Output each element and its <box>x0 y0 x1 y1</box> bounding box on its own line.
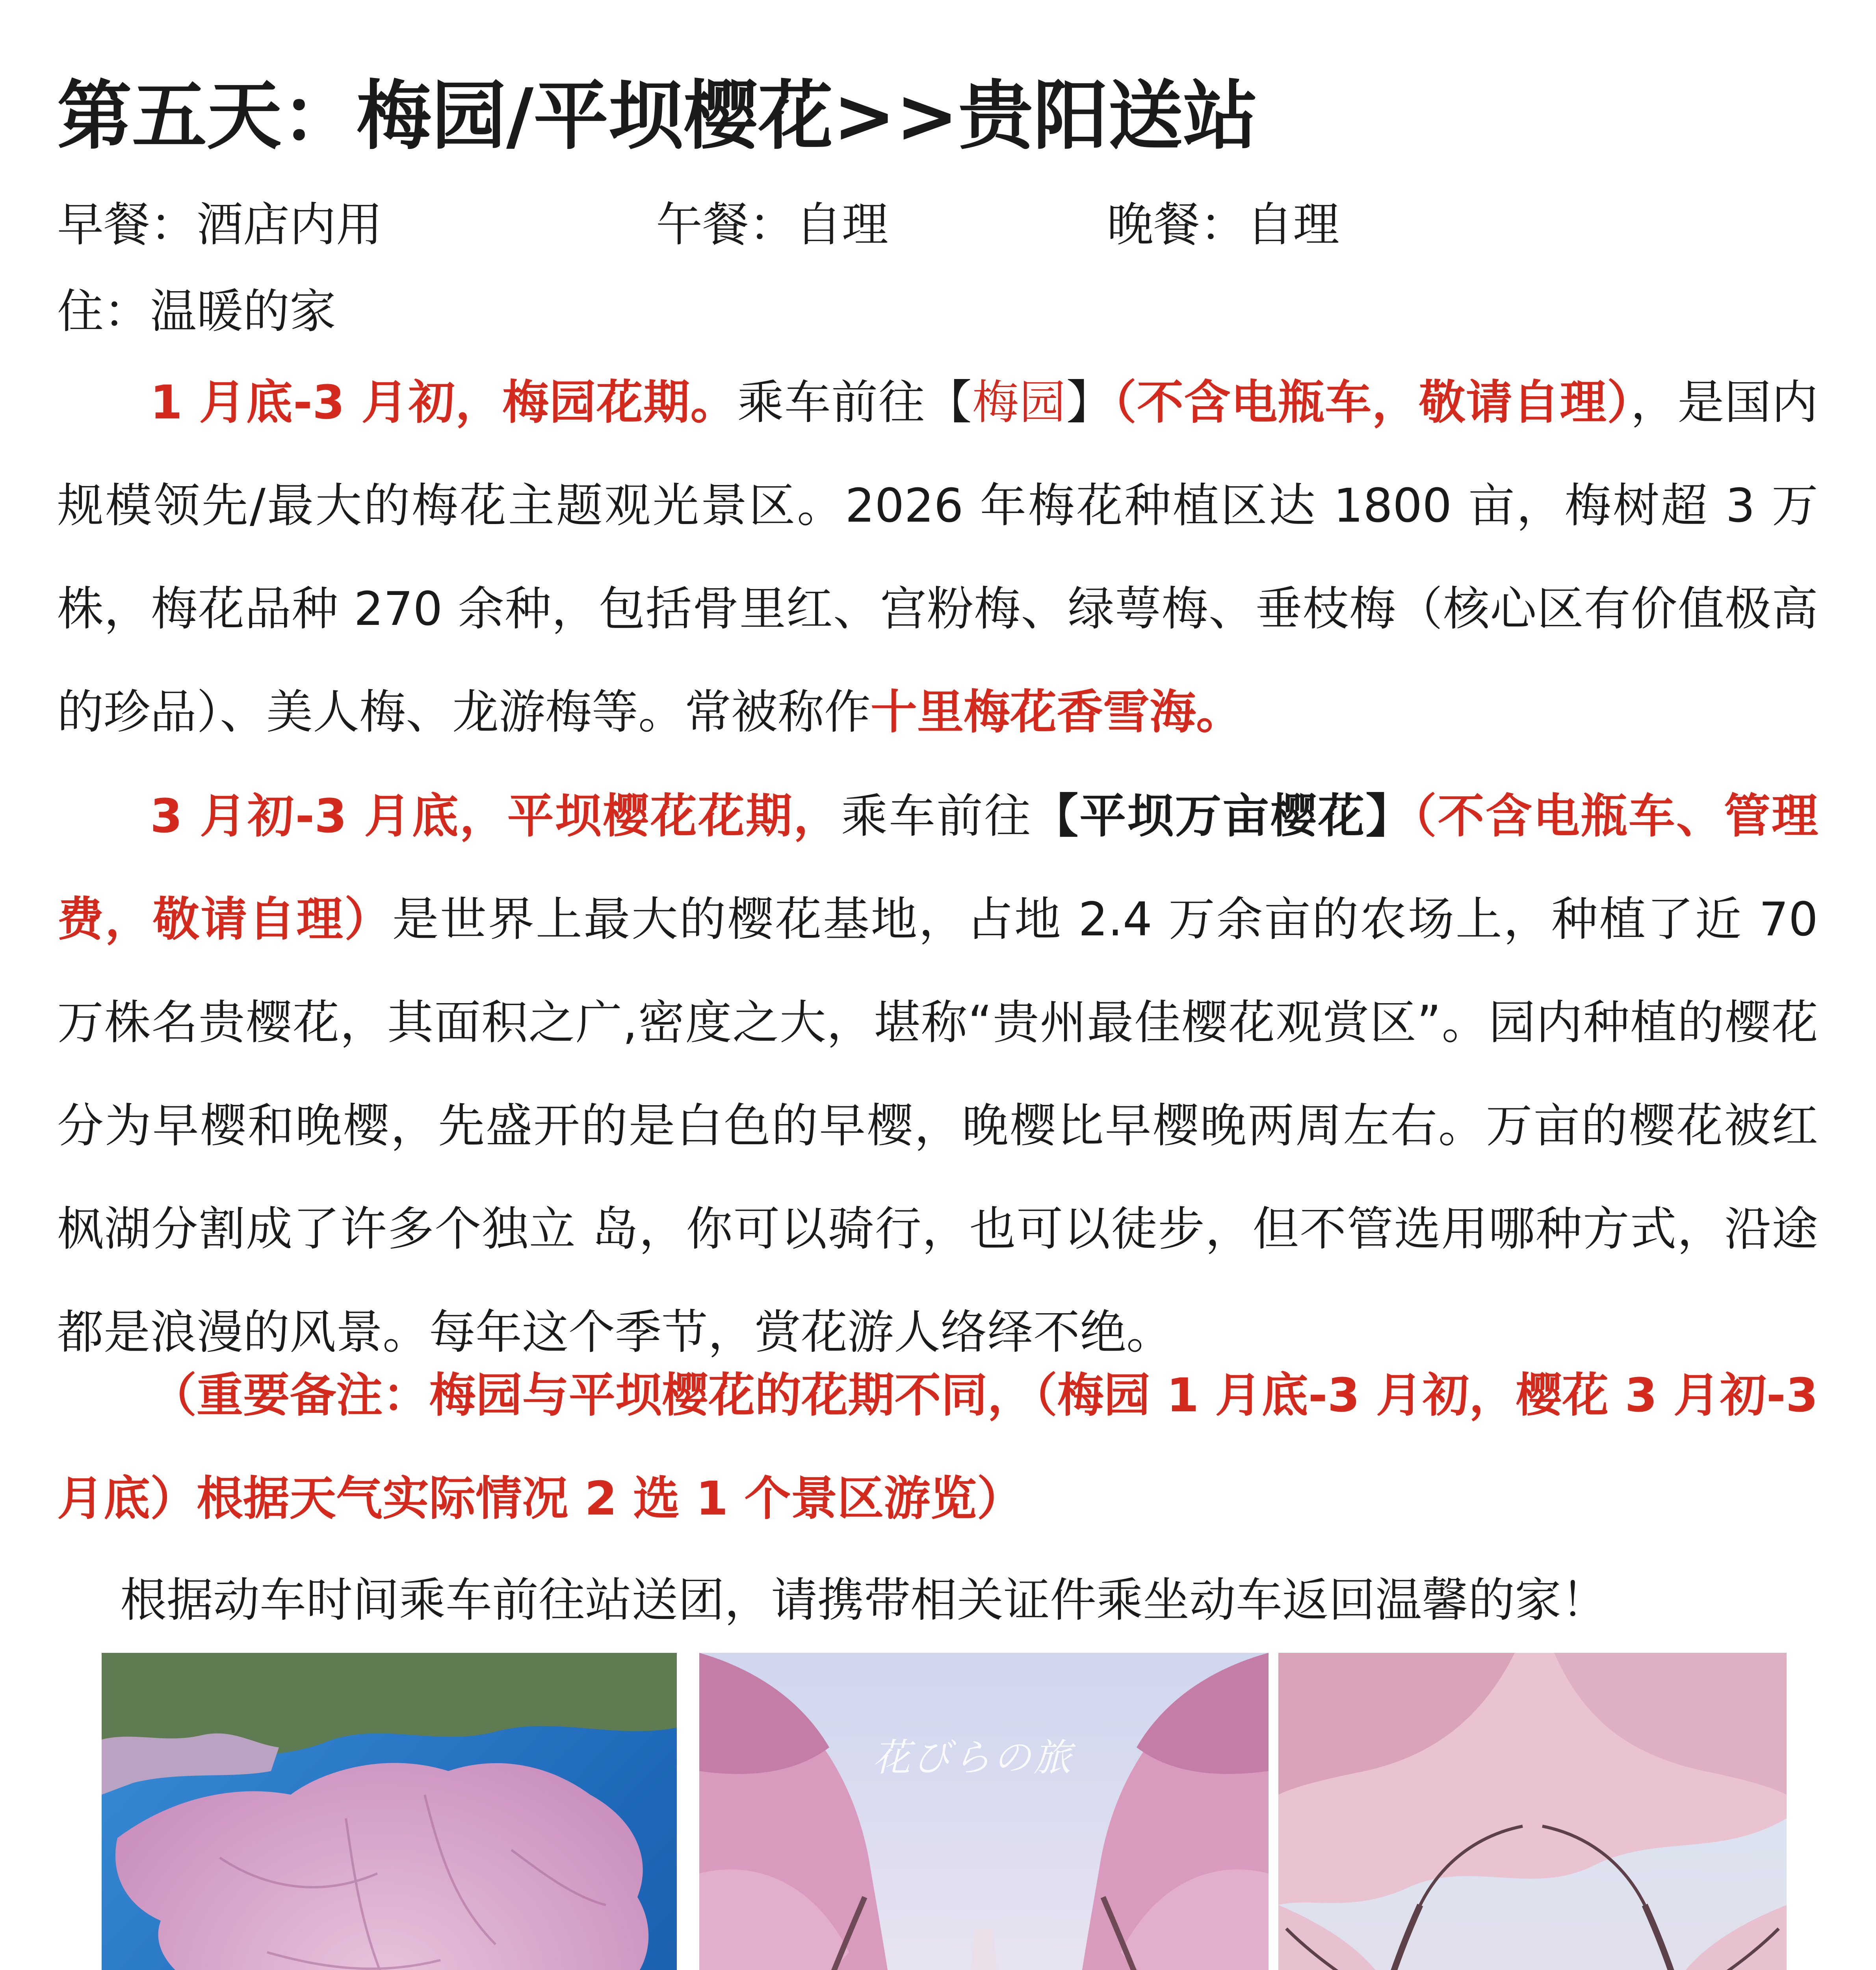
dinner-label: 晚餐：自理 <box>1107 197 1340 252</box>
plum-highlight: 十里梅花香雪海。 <box>871 685 1243 739</box>
day-title: 第五天：梅园/平坝樱花>>贵阳送站 <box>57 72 1258 160</box>
plum-text-1: 乘车前往【 <box>737 375 972 429</box>
important-note-text: （重要备注：梅园与平坝樱花的花期不同，（梅园 1 月底-3 月初，樱花 3 月初-3 月底）根据天气实际情况 2 选 1 个景区游览） <box>57 1368 1818 1526</box>
cherry-avenue-photo <box>699 1653 1269 1970</box>
plum-garden-name: 梅园 <box>972 375 1066 429</box>
lunch-label: 午餐：自理 <box>656 197 889 252</box>
aerial-island-photo <box>102 1653 677 1970</box>
photo-overlay-text: 花びらの旅 <box>873 1736 1074 1780</box>
plum-text-2: 】 <box>1066 375 1113 429</box>
cherry-fee-note: （不含电瓶车、管理费，敬请自理） <box>57 789 1818 946</box>
plum-garden-paragraph <box>57 351 1818 764</box>
plum-fee-note: （不含电瓶车，敬请自理） <box>1113 375 1631 429</box>
cherry-text-2: 是世界上最大的樱花基地，占地 2.4 万余亩的农场上，种植了近 70 万株名贵樱花，其面积之广,密度之大，堪称“贵州最佳樱花观赏区”。园内种植的樱花分为早樱和晚樱，先盛开的是白色的早樱，晚樱比早樱晚两周左右。万亩的樱花被红枫湖分割成了许多个独立 岛，你可以骑行，也可以徒步，但不管选用哪种方式，沿途都是浪漫的风景。每年这个季节，赏花游人络绎不绝。 <box>57 892 1818 1359</box>
accommodation-label: 住：温暖的家 <box>57 284 336 338</box>
send-off-paragraph <box>57 1548 1818 1652</box>
important-note <box>57 1344 1818 1550</box>
send-off-text: 根据动车时间乘车前往站送团，请携带相关证件乘坐动车返回温馨的家！ <box>120 1573 1608 1627</box>
cherry-text-1: 乘车前往 <box>841 789 1032 843</box>
cherry-place-name: 【平坝万亩樱花】 <box>1032 789 1414 843</box>
breakfast-label: 早餐：酒店内用 <box>57 197 383 252</box>
plum-period: 1 月底-3 月初，梅园花期。 <box>150 375 737 429</box>
cherry-period: 3 月初-3 月底，平坝樱花花期， <box>150 789 841 843</box>
plum-text-3: ，是国内规模领先/最大的梅花主题观光景区。2026 年梅花种植区达 1800 亩，梅树超 3 万株，梅花品种 270 余种，包括骨里红、宫粉梅、绿萼梅、垂枝梅（核心区有价值极高的珍品）、美人梅、龙游梅等。常被称作 <box>57 375 1818 739</box>
cherry-canopy-photo <box>1278 1653 1787 1970</box>
cherry-blossom-paragraph <box>57 764 1818 1384</box>
